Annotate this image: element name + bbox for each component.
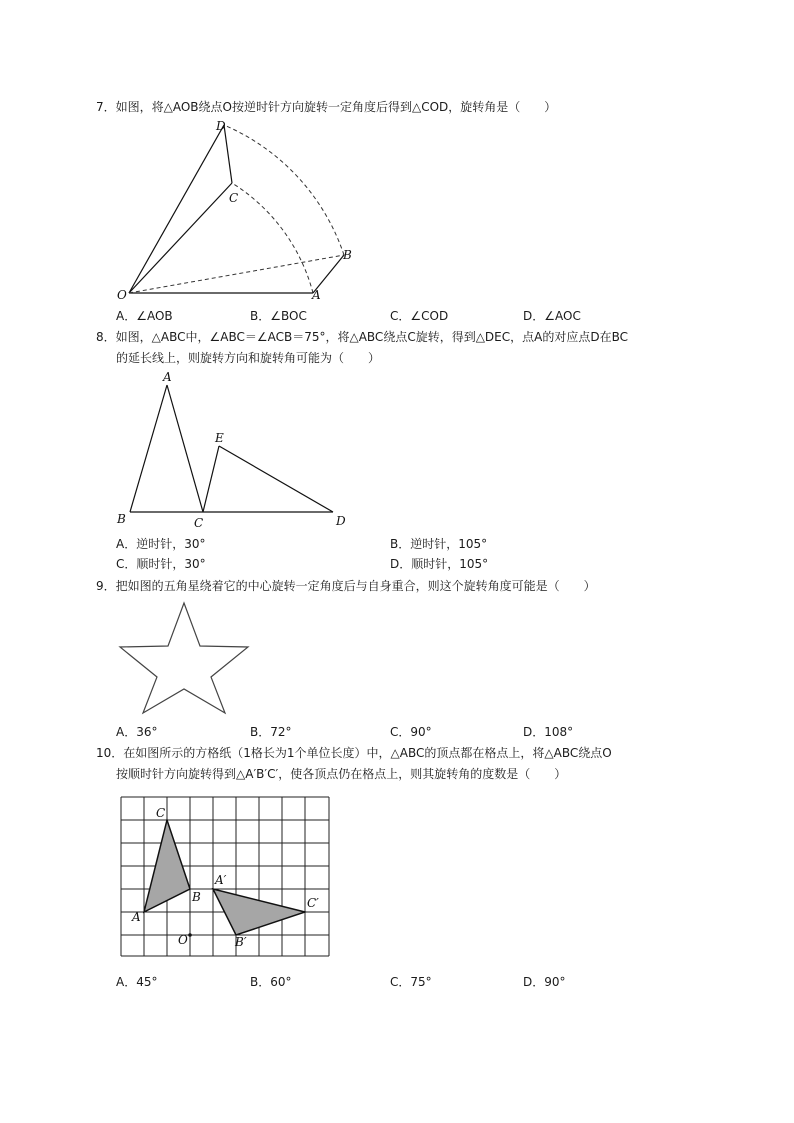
q8-option-a[interactable]: A．逆时针，30° [116,537,206,551]
q8-label-b: B [117,512,126,526]
q9-option-b[interactable]: B．72° [250,725,292,739]
q7-option-a[interactable]: A．∠AOB [116,309,173,323]
q10-label-c: C [156,806,166,820]
q7-label-d: D [216,119,226,133]
q8-label-a: A [163,370,172,384]
q9-option-a[interactable]: A．36° [116,725,158,739]
q7-label-o: O [117,288,127,302]
q8-option-b[interactable]: B．逆时针，105° [390,537,488,551]
q8-stem-line2: 的延长线上，则旋转方向和旋转角可能为（ ） [116,351,381,365]
q9-option-c[interactable]: C．90° [390,725,432,739]
q9-option-d[interactable]: D．108° [523,725,574,739]
q10-option-a[interactable]: A．45° [116,975,158,989]
q8-option-c[interactable]: C．顺时针，30° [116,557,206,571]
q10-label-b: B [192,890,201,904]
q10-label-o: O [178,933,188,947]
q8-label-c: C [194,516,204,530]
q7-option-b[interactable]: B．∠BOC [250,309,307,323]
q10-stem-line2: 按顺时针方向旋转得到△A′B′C′，使各顶点仍在格点上，则其旋转角的度数是（ ） [116,767,567,781]
q7-stem: 7．如图，将△AOB绕点O按逆时针方向旋转一定角度后得到△COD，旋转角是（ ） [96,100,557,114]
q7-option-d[interactable]: D．∠AOC [523,309,581,323]
q10-label-c-prime: C′ [307,896,319,910]
q10-option-d[interactable]: D．90° [523,975,566,989]
q8-stem-line1: 8．如图，△ABC中，∠ABC＝∠ACB＝75°，将△ABC绕点C旋转，得到△DEC，点A的对应点D在BC [96,330,628,344]
q10-label-a: A [132,910,141,924]
q8-label-d: D [336,514,346,528]
q7-label-a: A [312,288,321,302]
point-o [188,933,192,937]
q10-option-b[interactable]: B．60° [250,975,292,989]
q10-label-a-prime: A′ [215,873,227,887]
q8-label-e: E [215,431,224,445]
q10-option-c[interactable]: C．75° [390,975,432,989]
q9-stem: 9．把如图的五角星绕着它的中心旋转一定角度后与自身重合，则这个旋转角度可能是（ ） [96,579,596,593]
q10-stem-line1: 10．在如图所示的方格纸（1格长为1个单位长度）中，△ABC的顶点都在格点上，将△ABC绕点O [96,746,612,760]
q7-label-c: C [229,191,239,205]
q10-label-b-prime: B′ [235,935,247,949]
q7-option-c[interactable]: C．∠COD [390,309,449,323]
q8-option-d[interactable]: D．顺时针，105° [390,557,489,571]
q7-label-b: B [343,248,352,262]
